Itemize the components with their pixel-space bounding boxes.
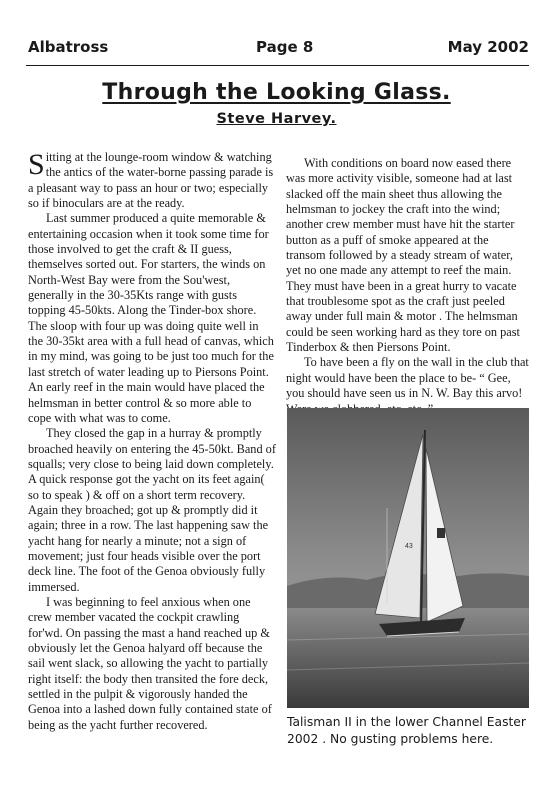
paragraph: Sitting at the lounge-room window & watching the antics of the water-borne passing parade is a pleasant way to pass an hour or two; especially so if binoculars are at the ready. bbox=[28, 148, 274, 211]
paragraph: Last summer produced a quite memorable & entertaining occasion when it took some time for those involved to get the craft & II guess, themselves sorted out. For starters, the winds on North-West Bay were from the Sou'west, generally in the 30-35Kts range with gusts topping 45-50kts. Along the Tinder-box shore. bbox=[28, 211, 269, 318]
svg-text:43: 43 bbox=[405, 543, 413, 550]
issue-date: May 2002 bbox=[447, 38, 529, 56]
photo-caption: Talisman II in the lower Channel Easter 2002 . No gusting problems here. bbox=[287, 715, 526, 746]
article-author: Steve Harvey. bbox=[216, 111, 337, 127]
sailboat-illustration bbox=[287, 408, 529, 708]
header-rule bbox=[26, 65, 529, 66]
publication-name: Albatross bbox=[28, 38, 109, 56]
sailboat-photo bbox=[287, 408, 529, 708]
paragraph: They closed the gap in a hurray & promptly broached heavily on entering the 45-50kt. Band of squalls; very close to being laid down completely. A quick response got the yacht on its feet again( so to speak ) & off on a short term recovery. Again they broached; got up & promptly did it again; three in a row. The last happening saw the yacht hang for nearly a minute; not a sign of movement; just four heads visible over the port deck line. The foot of the Genoa obviously fully immersed. bbox=[28, 426, 276, 594]
drop-cap: S bbox=[28, 148, 45, 181]
right-column bbox=[286, 156, 531, 417]
paragraph: I was beginning to feel anxious when one crew member vacated the cockpit crawling for'wd. On passing the mast a hand reached up & obviously let the Genoa halyard off because the sail went slack, so allowing the yacht to partially right itself: the body then transited the fore deck, settled in the pulpit & vigorously handed the Genoa into a lashed down fully contained state of being as the yacht further recovered. bbox=[28, 594, 272, 732]
paragraph: With conditions on board now eased there was more activity visible, someone had at last slacked off the main sheet thus allowing the helmsman to jockey the craft into the wind; another crew member must have hit the starter button as a puff of smoke appeared at the transom followed by a steady stream of water, yet no one made any attempt to reef the main. They must have been in a great hurry to vacate that troublesome spot as the craft just peeled away under full main & motor . The helmsman could be seen working hard as they tore on past Tinderbox & then Piersons Point. bbox=[286, 156, 520, 355]
paragraph: The sloop with four up was doing quite well in the 30-35kt area with a full head of canvas, which in my mind, was going to be just too much for the last stretch of water leading up to Piersons Point. An early reef in the main would have placed the helmsman in better control & so more able to cope with what was to come. bbox=[28, 318, 274, 425]
article-title: Through the Looking Glass. bbox=[102, 80, 451, 105]
paragraph: To have been a fly on the wall in the club that night would have been the place to be- “ Gee, you should have seen us in N. W. Bay this arvo! bbox=[286, 355, 529, 401]
left-column bbox=[28, 150, 276, 733]
page-header bbox=[28, 38, 529, 62]
page-number: Page 8 bbox=[256, 38, 314, 56]
